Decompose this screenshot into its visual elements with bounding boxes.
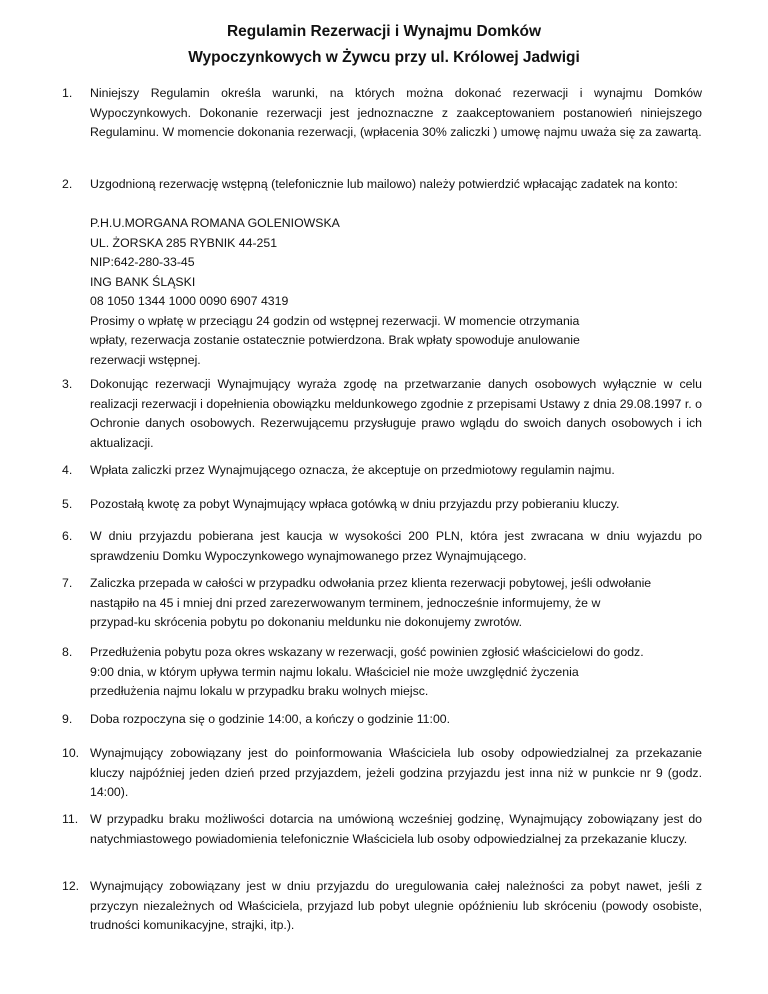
regulation-item-6 <box>62 527 702 566</box>
regulation-item-1 <box>62 84 702 143</box>
item-text: Doba rozpoczyna się o godzinie 14:00, a kończy o godzinie 11:00. <box>90 712 451 726</box>
item-text: Pozostałą kwotę za pobyt Wynajmujący wpłaca gotówką w dniu przyjazdu przy pobieraniu kluczy. <box>90 497 620 511</box>
item-text: Niniejszy Regulamin określa warunki, na których można dokonać rezerwacji i wynajmu Domków Wypoczynkowych. Dokonanie rezerwacji jest jednoznaczne z zaakceptowaniem postanowień niniejszego Regulaminu. W momencie dokonania rezerwacji, (wpłacenia 30% zaliczki ) umowę najmu uważa się za zawartą. <box>90 86 702 139</box>
account-address: UL. ŻORSKA 285 RYBNIK 44-251 <box>90 235 278 250</box>
regulation-item-12 <box>62 877 702 936</box>
regulation-item-8 <box>62 643 702 702</box>
document-title-line-2: Wypoczynkowych w Żywcu przy ul. Królowej Jadwigi <box>188 49 580 66</box>
item-text-line: 9:00 dnia, w którym upływa termin najmu lokalu. Właściciel nie może uwzględnić życzenia <box>90 664 579 679</box>
regulation-item-3 <box>62 375 702 453</box>
item-text-line: Zaliczka przepada w całości w przypadku odwołania przez klienta rezerwacji pobytowej, jeśli odwołanie <box>90 576 652 590</box>
item-number: 10. <box>62 746 80 760</box>
item-number: 2. <box>62 177 73 191</box>
item-number: 1. <box>62 86 73 100</box>
item-text: W dniu przyjazdu pobierana jest kaucja w wysokości 200 PLN, która jest zwracana w dniu wyjazdu po sprawdzeniu Domku Wypoczynkowego wynajmowanego przez Wynajmującego. <box>90 529 702 563</box>
payment-note-line: Prosimy o wpłatę w przeciągu 24 godzin od wstępnej rezerwacji. W momencie otrzymania <box>90 313 580 328</box>
item-number: 9. <box>62 712 73 726</box>
item-text: Wynajmujący zobowiązany jest do poinformowania Właściciela lub osoby odpowiedzialnej za przekazanie kluczy najpóźniej jeden dzień przed przyjazdem, jeżeli godzina przyjazdu jest inna niż w punkcie nr 9 (godz. 14:00). <box>90 746 702 799</box>
item-number: 12. <box>62 879 80 893</box>
item-text-line: nastąpiło na 45 i mniej dni przed zarezerwowanym terminem, jednocześnie informujemy, że w <box>90 595 601 610</box>
item-number: 6. <box>62 529 73 543</box>
regulation-item-4 <box>62 461 702 481</box>
item-number: 8. <box>62 645 73 659</box>
item-number: 4. <box>62 463 73 477</box>
regulation-item-11 <box>62 810 702 849</box>
payment-note-line: rezerwacji wstępnej. <box>90 352 201 367</box>
item-number: 5. <box>62 497 73 511</box>
regulation-item-9 <box>62 710 702 730</box>
payment-note-line: wpłaty, rezerwacja zostanie ostatecznie potwierdzona. Brak wpłaty spowoduje anulowanie <box>90 333 580 347</box>
regulation-item-10 <box>62 744 702 803</box>
account-number: 08 1050 1344 1000 0090 6907 4319 <box>90 294 289 308</box>
item-number: 7. <box>62 576 73 590</box>
item-number: 3. <box>62 377 73 391</box>
regulation-item-7 <box>62 574 702 633</box>
item-text: Uzgodnioną rezerwację wstępną (telefonicznie lub mailowo) należy potwierdzić wpłacając zadatek na konto: <box>90 177 678 191</box>
item-text: Wynajmujący zobowiązany jest w dniu przyjazdu do uregulowania całej należności za pobyt nawet, jeśli z przyczyn niezależnych od Właściciela, przyjazd lub pobyt ulegnie opóźnieniu lub skróceniu (powody osobiste, trudności komunikacyjne, strajki, itp.). <box>90 879 702 932</box>
document-title-line-1: Regulamin Rezerwacji i Wynajmu Domków <box>226 23 542 40</box>
item-text: Wpłata zaliczki przez Wynajmującego oznacza, że akceptuje on przedmiotowy regulamin najmu. <box>90 463 615 477</box>
item-text: W przypadku braku możliwości dotarcia na umówioną wcześniej godzinę, Wynajmujący zobowiązany jest do natychmiastowego powiadomienia telefonicznie Właściciela lub osoby odpowiedzialnej za przekazanie kluczy. <box>90 812 702 846</box>
item-number: 11. <box>62 812 79 826</box>
item-text: Dokonując rezerwacji Wynajmujący wyraża zgodę na przetwarzanie danych osobowych wyłącznie w celu realizacji rezerwacji i dopełnienia obowiązku meldunkowego zgodnie z przepisami Ustawy z dnia 29.08.1997 r. o Ochronie danych osobowych. Rezerwującemu przysługuje prawo wglądu do swoich danych osobowych i ich aktualizacji. <box>90 377 702 450</box>
account-bank: ING BANK ŚLĄSKI <box>90 274 196 289</box>
item-text-line: przypad-ku skrócenia pobytu po dokonaniu meldunku nie dokonujemy zwrotów. <box>90 615 523 629</box>
account-nip: NIP:642-280-33-45 <box>90 255 195 269</box>
item-text-line: przedłużenia najmu lokalu w przypadku braku wolnych miejsc. <box>90 684 429 698</box>
account-holder: P.H.U.MORGANA ROMANA GOLENIOWSKA <box>90 216 340 230</box>
item-text-line: Przedłużenia pobytu poza okres wskazany w rezerwacji, gość powinien zgłosić właścicielowi do godz. <box>90 645 644 659</box>
regulation-item-5 <box>62 495 702 515</box>
regulation-item-2 <box>62 175 702 370</box>
